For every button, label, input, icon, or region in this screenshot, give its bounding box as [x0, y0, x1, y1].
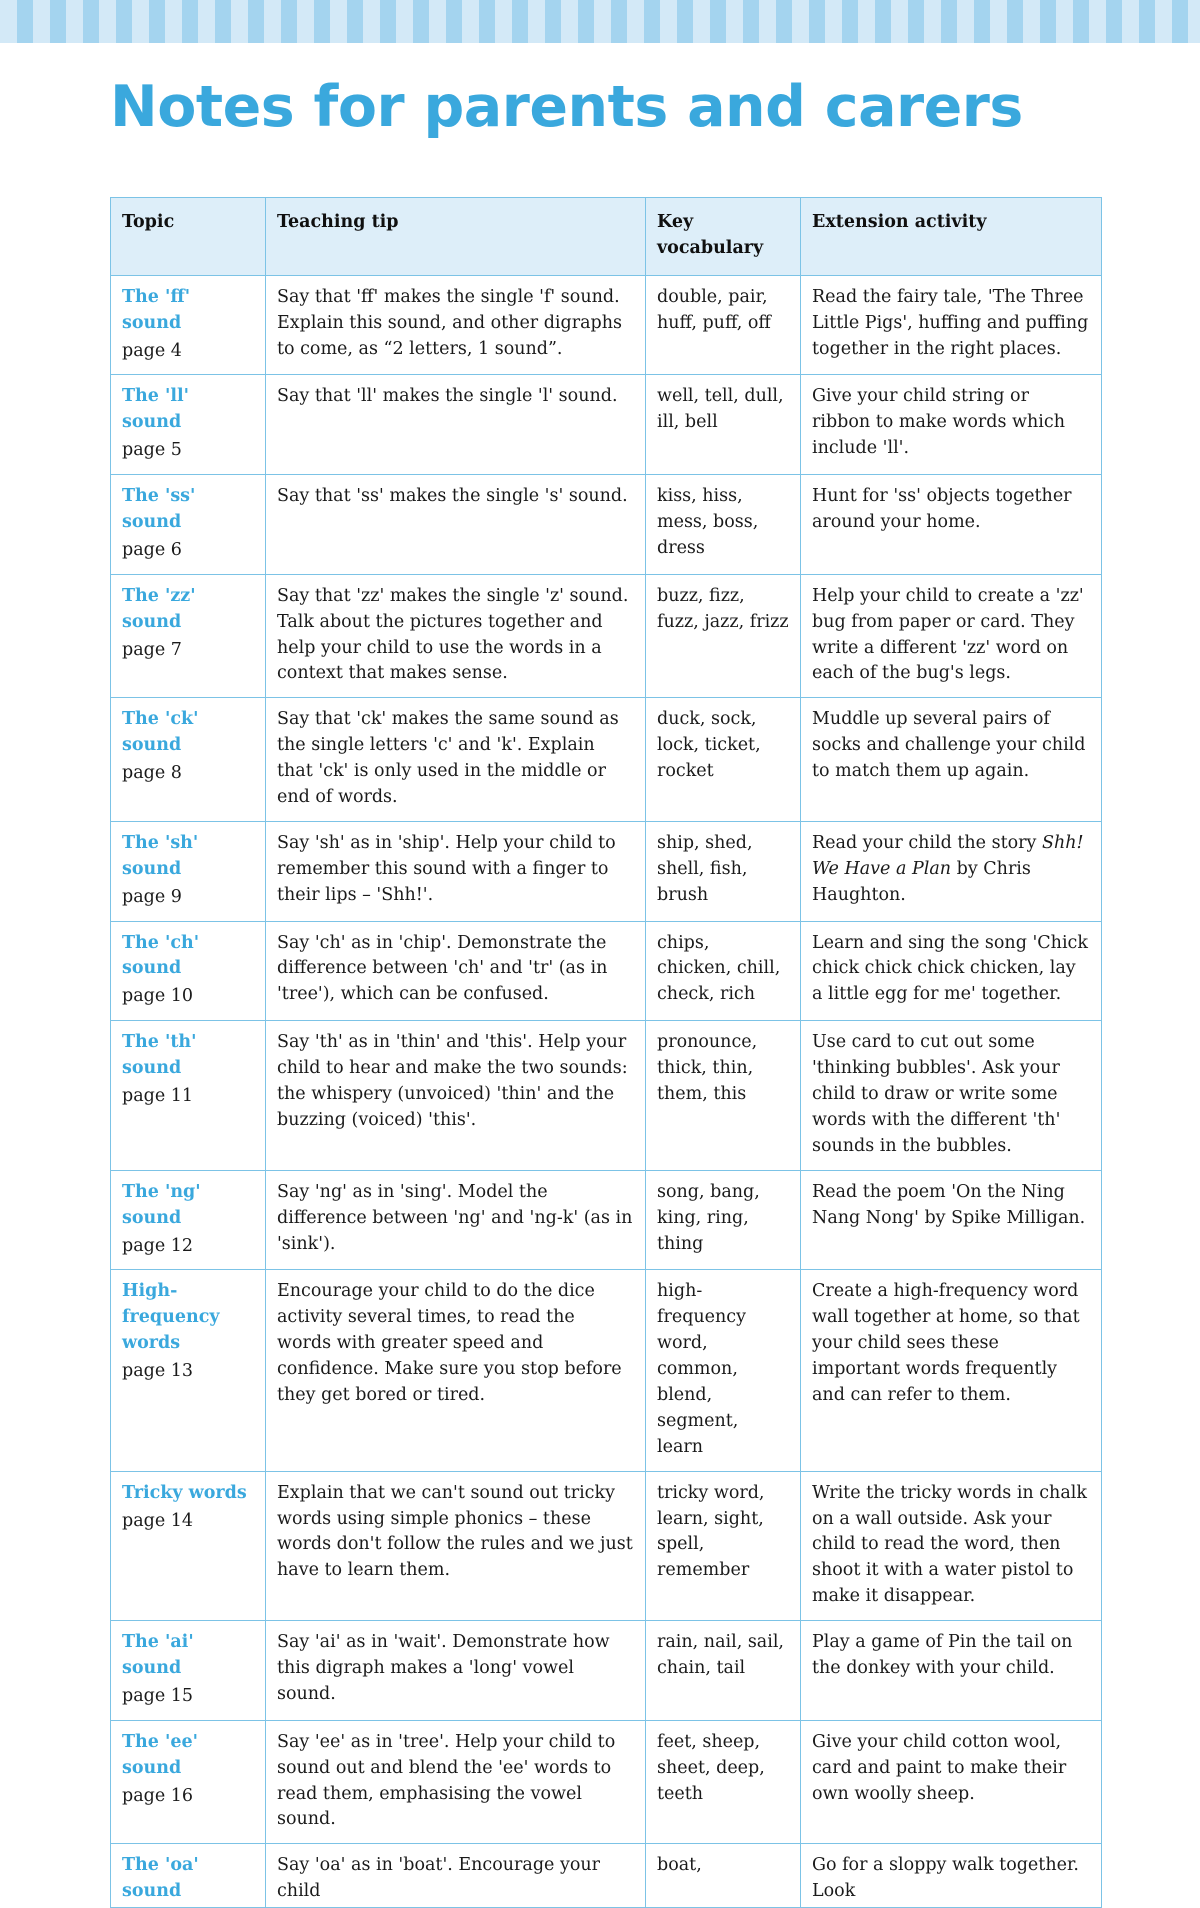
cell-extension-activity: Hunt for 'ss' objects together around your home.	[801, 475, 1102, 575]
cell-topic	[111, 1021, 266, 1170]
cell-extension-activity: Learn and sing the song 'Chick chick chick chick chicken, lay a little egg for me' together.	[801, 921, 1102, 1021]
table-row	[111, 1471, 1102, 1620]
cell-extension-activity: Read the fairy tale, 'The Three Little Pigs', huffing and puffing together in the right places.	[801, 275, 1102, 375]
topic-name: The 'ai' sound	[122, 1632, 194, 1678]
cell-extension-activity: Create a high-frequency word wall together at home, so that your child sees these important words frequently and can refer to them.	[801, 1270, 1102, 1471]
cell-key-vocabulary: tricky word, learn, sight, spell, remember	[646, 1471, 801, 1620]
cell-extension-activity: Muddle up several pairs of socks and challenge your child to match them up again.	[801, 698, 1102, 822]
cell-key-vocabulary: song, bang, king, ring, thing	[646, 1170, 801, 1270]
cell-key-vocabulary: kiss, hiss, mess, boss, dress	[646, 475, 801, 575]
topic-page: page 11	[122, 1086, 194, 1107]
topic-name: Tricky words	[122, 1482, 247, 1503]
cell-teaching-tip: Say that 'll' makes the single 'l' sound.	[266, 375, 646, 475]
table-row	[111, 921, 1102, 1021]
topic-page: page 8	[122, 763, 182, 784]
topic-name: The 'oa' sound	[122, 1855, 199, 1902]
cell-key-vocabulary: ship, shed, shell, fish, brush	[646, 821, 801, 921]
topic-page: page 6	[122, 539, 182, 560]
column-header-teaching-tip: Teaching tip	[266, 198, 646, 276]
cell-topic	[111, 1270, 266, 1471]
cell-teaching-tip: Say that 'ck' makes the same sound as the single letters 'c' and 'k'. Explain that 'ck' is only used in the middle or end of words.	[266, 698, 646, 822]
cell-extension-activity: Play a game of Pin the tail on the donkey with your child.	[801, 1621, 1102, 1721]
cell-key-vocabulary: rain, nail, sail, chain, tail	[646, 1621, 801, 1721]
cell-topic	[111, 698, 266, 822]
topic-page: page 7	[122, 639, 182, 660]
cell-key-vocabulary: duck, sock, lock, ticket, rocket	[646, 698, 801, 822]
cell-extension-activity: Give your child string or ribbon to make words which include 'll'.	[801, 375, 1102, 475]
page-content	[0, 43, 1200, 1902]
topic-page: page 14	[122, 1510, 194, 1531]
page-title: Notes for parents and carers	[110, 74, 1023, 140]
cell-topic	[111, 475, 266, 575]
cell-extension-activity	[801, 821, 1102, 921]
cell-extension-activity: Help your child to create a 'zz' bug from paper or card. They write a different 'zz' word on each of the bug's legs.	[801, 574, 1102, 698]
topic-name: The 'ck' sound	[122, 709, 199, 756]
cell-key-vocabulary: high-frequency word, common, blend, segment, learn	[646, 1270, 801, 1471]
topic-page: page 10	[122, 986, 194, 1007]
column-header-topic: Topic	[111, 198, 266, 276]
cell-topic	[111, 1170, 266, 1270]
extension-text-prefix: Read your child the story	[812, 832, 1042, 853]
extension-text-suffix: by Chris Haughton.	[812, 858, 1031, 905]
cell-extension-activity: Use card to cut out some 'thinking bubbles'. Ask your child to draw or write some words with the different 'th' sounds in the bubbles.	[801, 1021, 1102, 1170]
cell-topic	[111, 821, 266, 921]
topic-name: The 'zz' sound	[122, 585, 196, 632]
column-header-extension-activity: Extension activity	[801, 198, 1102, 276]
notes-table	[110, 197, 1102, 1908]
table-row-clipped	[111, 1844, 1102, 1908]
table-row	[111, 821, 1102, 921]
cell-key-vocabulary: feet, sheep, sheet, deep, teeth	[646, 1720, 801, 1844]
table-row	[111, 1170, 1102, 1270]
cell-teaching-tip: Encourage your child to do the dice activity several times, to read the words with greater speed and confidence. Make sure you stop before they get bored or tired.	[266, 1270, 646, 1471]
topic-name: The 'sh' sound	[122, 832, 199, 879]
cell-teaching-tip: Say 'ch' as in 'chip'. Demonstrate the difference between 'ch' and 'tr' (as in 'tree'), which can be confused.	[266, 921, 646, 1021]
table-row	[111, 1621, 1102, 1721]
topic-name: The 'ng' sound	[122, 1181, 201, 1228]
cell-key-vocabulary: well, tell, dull, ill, bell	[646, 375, 801, 475]
cell-topic	[111, 1720, 266, 1844]
column-header-key-vocabulary: Key vocabulary	[646, 198, 801, 276]
cell-key-vocabulary: boat,	[646, 1844, 801, 1908]
topic-name: The 'ee' sound	[122, 1731, 198, 1778]
cell-teaching-tip: Say 'ee' as in 'tree'. Help your child to sound out and blend the 'ee' words to read them, emphasising the vowel sound.	[266, 1720, 646, 1844]
cell-teaching-tip: Say 'sh' as in 'ship'. Help your child to remember this sound with a finger to their lips – 'Shh!'.	[266, 821, 646, 921]
table-row	[111, 574, 1102, 698]
cell-teaching-tip: Say that 'ff' makes the single 'f' sound. Explain this sound, and other digraphs to come, as “2 letters, 1 sound”.	[266, 275, 646, 375]
table-row	[111, 475, 1102, 575]
cell-extension-activity: Go for a sloppy walk together. Look	[801, 1844, 1102, 1908]
table-row	[111, 698, 1102, 822]
cell-key-vocabulary: double, pair, huff, puff, off	[646, 275, 801, 375]
table-row	[111, 1270, 1102, 1471]
topic-name: The 'ss' sound	[122, 486, 196, 533]
table-row	[111, 275, 1102, 375]
cell-key-vocabulary: chips, chicken, chill, check, rich	[646, 921, 801, 1021]
cell-topic	[111, 1844, 266, 1908]
cell-teaching-tip: Say 'oa' as in 'boat'. Encourage your child	[266, 1844, 646, 1908]
topic-page: page 4	[122, 340, 182, 361]
topic-name: The 'th' sound	[122, 1032, 197, 1079]
cell-teaching-tip: Say 'ng' as in 'sing'. Model the difference between 'ng' and 'ng-k' (as in 'sink').	[266, 1170, 646, 1270]
topic-name: The 'll' sound	[122, 386, 189, 433]
cell-topic	[111, 375, 266, 475]
cell-teaching-tip: Say that 'zz' makes the single 'z' sound. Talk about the pictures together and help your child to use the words in a context that makes sense.	[266, 574, 646, 698]
topic-name: The 'ch' sound	[122, 932, 200, 979]
cell-topic	[111, 921, 266, 1021]
cell-teaching-tip: Say that 'ss' makes the single 's' sound.	[266, 475, 646, 575]
topic-page: page 5	[122, 440, 182, 461]
topic-name: High-frequency words	[122, 1281, 220, 1354]
topic-page: page 15	[122, 1685, 194, 1706]
cell-topic	[111, 574, 266, 698]
table-header-row	[111, 198, 1102, 276]
topic-page: page 13	[122, 1361, 194, 1382]
cell-topic	[111, 1621, 266, 1721]
cell-teaching-tip: Explain that we can't sound out tricky words using simple phonics – these words don't follow the rules and we just have to learn them.	[266, 1471, 646, 1620]
cell-key-vocabulary: pronounce, thick, thin, them, this	[646, 1021, 801, 1170]
cell-teaching-tip: Say 'th' as in 'thin' and 'this'. Help your child to hear and make the two sounds: the whispery (unvoiced) 'thin' and the buzzing (voiced) 'this'.	[266, 1021, 646, 1170]
topic-page: page 16	[122, 1785, 194, 1806]
table-row	[111, 1021, 1102, 1170]
topic-page: page 12	[122, 1235, 194, 1256]
cell-extension-activity: Write the tricky words in chalk on a wall outside. Ask your child to read the word, then shoot it with a water pistol to make it disappear.	[801, 1471, 1102, 1620]
table-row	[111, 1720, 1102, 1844]
table-body	[111, 275, 1102, 1907]
topic-name: The 'ff' sound	[122, 286, 191, 333]
cell-extension-activity: Give your child cotton wool, card and paint to make their own woolly sheep.	[801, 1720, 1102, 1844]
topic-page: page 9	[122, 886, 182, 907]
cell-teaching-tip: Say 'ai' as in 'wait'. Demonstrate how this digraph makes a 'long' vowel sound.	[266, 1621, 646, 1721]
cell-topic	[111, 275, 266, 375]
decorative-stripe-band	[0, 0, 1200, 43]
cell-key-vocabulary: buzz, fizz, fuzz, jazz, frizz	[646, 574, 801, 698]
cell-extension-activity: Read the poem 'On the Ning Nang Nong' by Spike Milligan.	[801, 1170, 1102, 1270]
cell-topic	[111, 1471, 266, 1620]
book-title: Shh! We Have a Plan	[812, 832, 1084, 879]
table-row	[111, 375, 1102, 475]
